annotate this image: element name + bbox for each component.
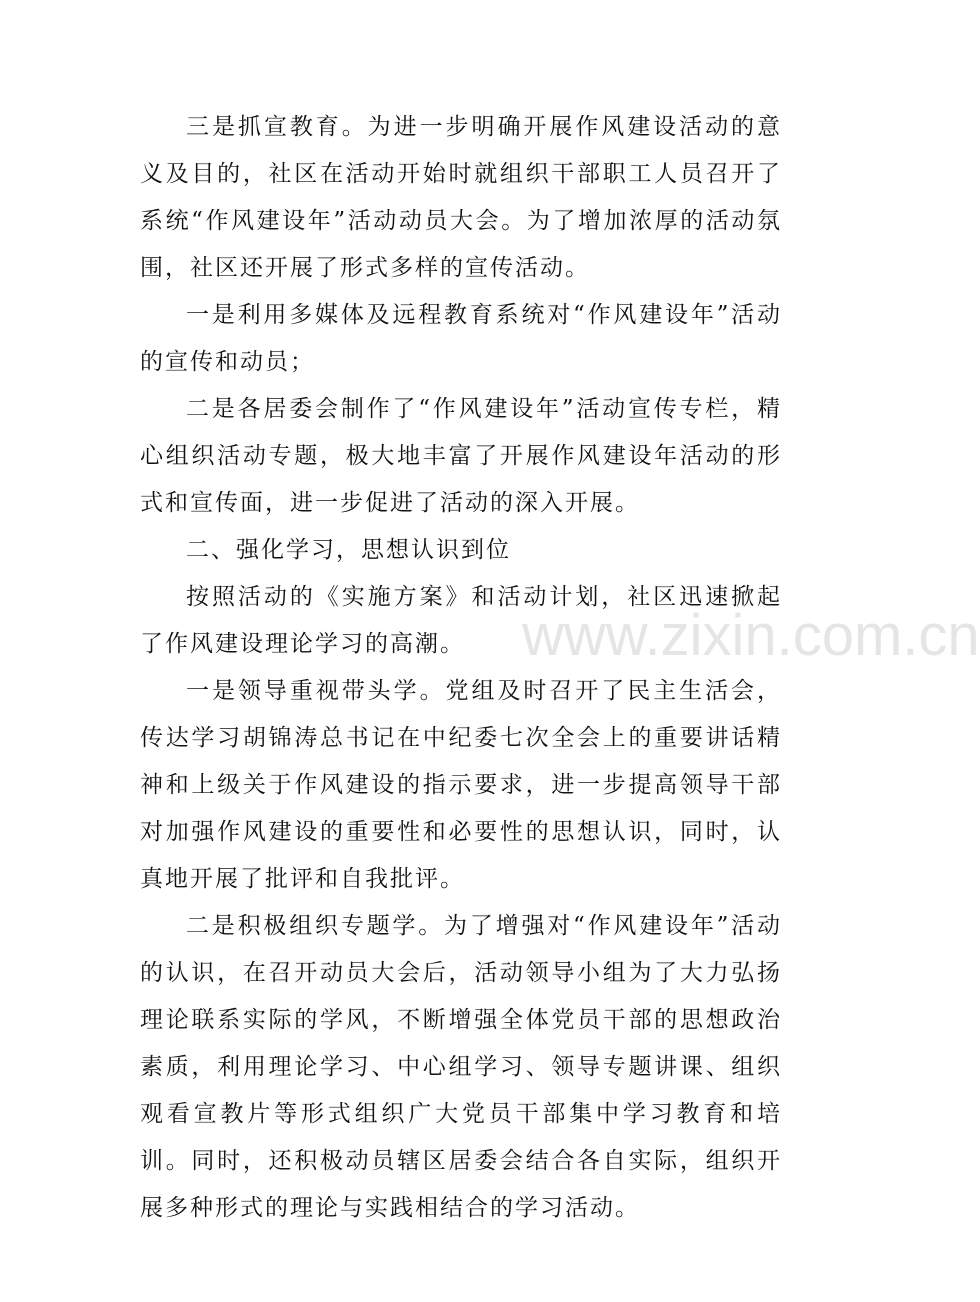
paragraph: 按照活动的《实施方案》和活动计划，社区迅速掀起了作风建设理论学习的高潮。 <box>140 584 782 657</box>
paragraph: 一是领导重视带头学。党组及时召开了民主生活会，传达学习胡锦涛总书记在中纪委七次全会上的重要讲话精神和上级关于作风建设的指示要求，进一步提高领导干部对加强作风建设的重要性和必要性的思想认识，同时，认真地开展了批评和自我批评。 <box>140 678 782 892</box>
paragraph: 二是积极组织专题学。为了增强对“作风建设年”活动的认识，在召开动员大会后，活动领导小组为了大力弘扬理论联系实际的学风，不断增强全体党员干部的思想政治素质，利用理论学习、中心组学习、领导专题讲课、组织观看宣教片等形式组织广大党员干部集中学习教育和培训。同时，还积极动员辖区居委会结合各自实际，组织开展多种形式的理论与实践相结合的学习活动。 <box>140 913 782 1221</box>
paragraph: 一是利用多媒体及远程教育系统对“作风建设年”活动的宣传和动员； <box>140 302 782 375</box>
paragraph: 三是抓宣教育。为进一步明确开展作风建设活动的意义及目的，社区在活动开始时就组织干部职工人员召开了系统“作风建设年”活动动员大会。为了增加浓厚的活动氛围，社区还开展了形式多样的宣传活动。 <box>140 114 782 281</box>
section-heading: 二、强化学习，思想认识到位 <box>186 537 511 563</box>
watermark: www.zixin.com.cn <box>522 603 980 668</box>
paragraph: 二是各居委会制作了“作风建设年”活动宣传专栏，精心组织活动专题，极大地丰富了开展作风建设年活动的形式和宣传面，进一步促进了活动的深入开展。 <box>140 396 782 516</box>
